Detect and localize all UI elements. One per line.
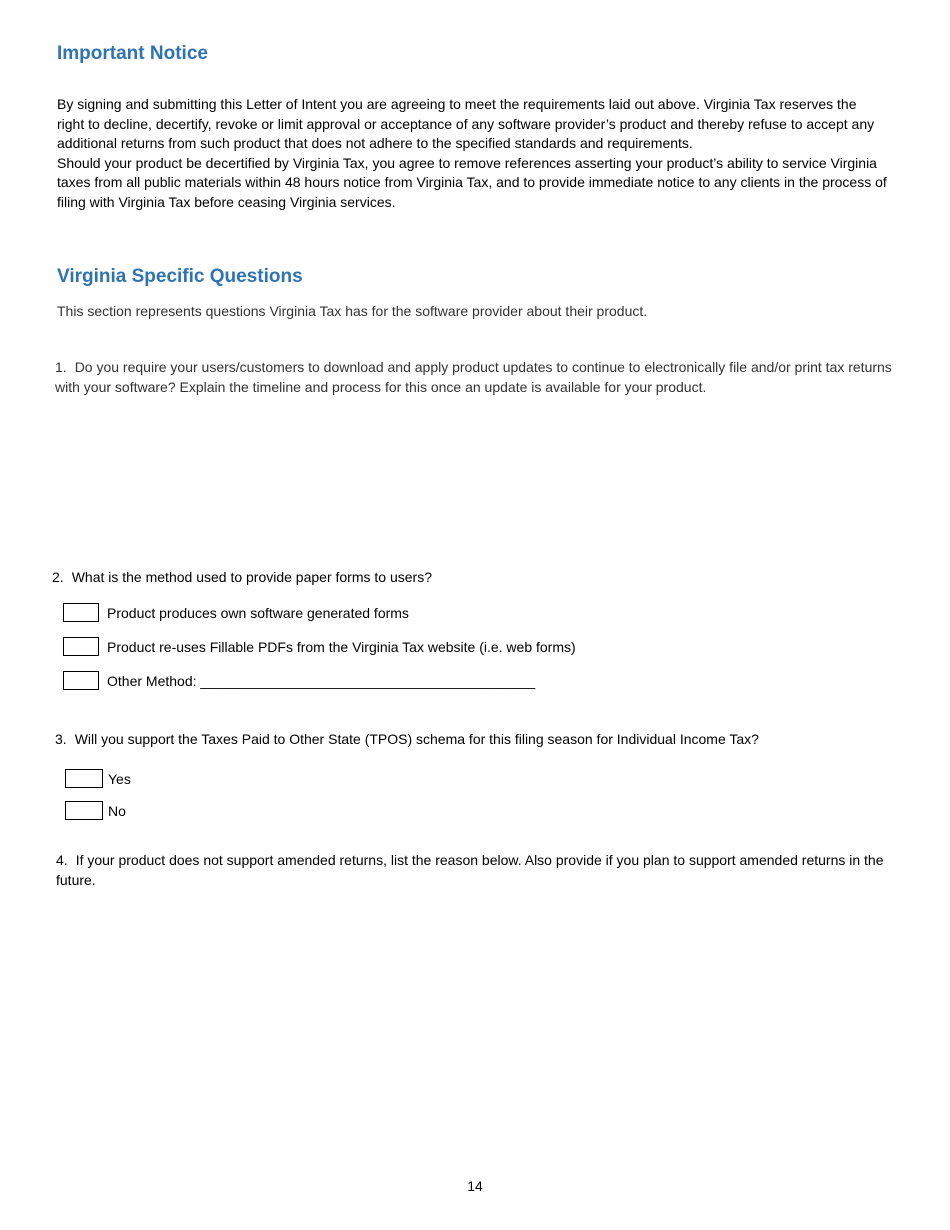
page-number: 14	[467, 1178, 483, 1194]
question-1	[55, 357, 895, 397]
question-4-number: 4.	[56, 852, 68, 868]
checkbox-other-method[interactable]	[63, 671, 99, 690]
question-4-text: If your product does not support amended returns, list the reason below. Also provide if you plan to support amended returns in the future.	[56, 852, 884, 888]
notice-paragraph-2: Should your product be decertified by Virginia Tax, you agree to remove references asserting your product’s ability to service Virginia taxes from all public materials within 48 hours notice from Virginia Tax, and to provide immediate notice to any clients in the process of filing with Virginia Tax before ceasing Virginia services.	[57, 154, 887, 210]
notice-body	[57, 95, 887, 213]
option-yes-label: Yes	[108, 771, 131, 787]
checkbox-fillable-pdfs[interactable]	[63, 637, 99, 656]
checkbox-no[interactable]	[65, 801, 103, 820]
checkbox-own-forms[interactable]	[63, 603, 99, 622]
option-fillable-pdfs-label: Product re-uses Fillable PDFs from the Virginia Tax website (i.e. web forms)	[107, 639, 576, 655]
question-3-text: Will you support the Taxes Paid to Other State (TPOS) schema for this filing season for Individual Income Tax?	[74, 731, 759, 747]
virginia-questions-heading: Virginia Specific Questions	[57, 266, 303, 287]
question-2-text: What is the method used to provide paper forms to users?	[71, 569, 432, 585]
option-no-label: No	[108, 803, 126, 819]
question-3-number: 3.	[55, 731, 67, 747]
question-2-number: 2.	[52, 569, 64, 585]
question-4	[56, 850, 886, 890]
section-intro: This section represents questions Virginia Tax has for the software provider about their product.	[57, 303, 648, 319]
notice-paragraph-1: By signing and submitting this Letter of Intent you are agreeing to meet the requirements laid out above. Virginia Tax reserves the right to decline, decertify, revoke or limit approval or acceptance of any software provider’s product and thereby refuse to accept any additional returns from such product that does not adhere to the specified standards and requirements.	[57, 96, 875, 152]
question-3	[55, 729, 895, 749]
option-other-method-label: Other Method: ___________________________________________	[107, 673, 536, 689]
important-notice-heading: Important Notice	[57, 43, 208, 64]
question-1-number: 1.	[55, 359, 67, 375]
question-2	[52, 567, 852, 587]
checkbox-yes[interactable]	[65, 769, 103, 788]
option-own-forms-label: Product produces own software generated forms	[107, 605, 409, 621]
question-1-text: Do you require your users/customers to download and apply product updates to continue to electronically file and/or print tax returns with your software? Explain the timeline and process for this once an update is available for your product.	[55, 359, 892, 395]
